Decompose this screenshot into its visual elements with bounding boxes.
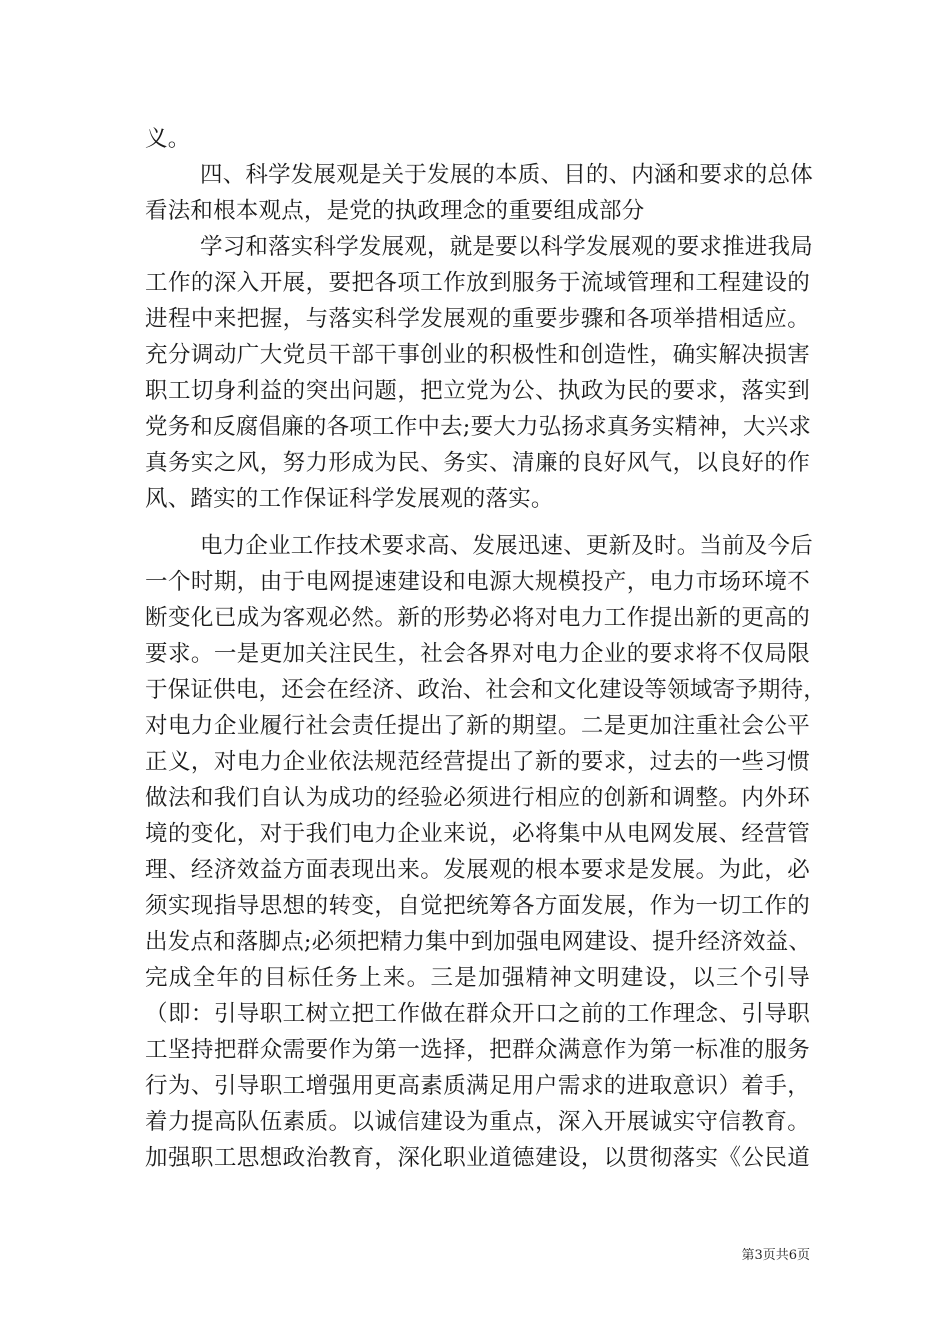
text-line: 进程中来把握，与落实科学发展观的重要步骤和各项举措相适应。 [145, 306, 810, 332]
text-line: 工作的深入开展，要把各项工作放到服务于流域管理和工程建设的 [145, 270, 810, 296]
text-line: 风、踏实的工作保证科学发展观的落实。 [145, 486, 554, 512]
text-line: 境的变化，对于我们电力企业来说，必将集中从电网发展、经营管 [145, 821, 810, 847]
section-heading-line: 四、科学发展观是关于发展的本质、目的、内涵和要求的总体 [200, 162, 813, 188]
text-line: 党务和反腐倡廉的各项工作中去;要大力弘扬求真务实精神，大兴求 [145, 414, 812, 440]
text-line: 一个时期，由于电网提速建设和电源大规模投产，电力市场环境不 [145, 569, 810, 595]
text-line: 做法和我们自认为成功的经验必须进行相应的创新和调整。内外环 [145, 785, 810, 811]
text-line: 电力企业工作技术要求高、发展迅速、更新及时。当前及今后 [200, 533, 813, 559]
text-line: 正义，对电力企业依法规范经营提出了新的要求，过去的一些习惯 [145, 749, 810, 775]
text-line: 须实现指导思想的转变，自觉把统筹各方面发展，作为一切工作的 [145, 893, 810, 919]
text-line: 出发点和落脚点;必须把精力集中到加强电网建设、提升经济效益、 [145, 929, 812, 955]
text-line: 加强职工思想政治教育，深化职业道德建设，以贯彻落实《公民道 [145, 1145, 810, 1171]
text-line: 着力提高队伍素质。以诚信建设为重点，深入开展诚实守信教育。 [145, 1109, 810, 1135]
text-line: 断变化已成为客观必然。新的形势必将对电力工作提出新的更高的 [145, 605, 810, 631]
text-line: 理、经济效益方面表现出来。发展观的根本要求是发展。为此，必 [145, 857, 810, 883]
text-line: 职工切身利益的突出问题，把立党为公、执政为民的要求，落实到 [145, 378, 810, 404]
page-number: 第3页共6页 [741, 1248, 810, 1263]
text-line: 充分调动广大党员干部干事创业的积极性和创造性，确实解决损害 [145, 342, 810, 368]
text-line: 义。 [145, 126, 191, 152]
section-heading-line: 看法和根本观点，是党的执政理念的重要组成部分 [145, 198, 645, 224]
text-line: 行为、引导职工增强用更高素质满足用户需求的进取意识）着手， [145, 1073, 810, 1099]
text-line: 真务实之风，努力形成为民、务实、清廉的良好风气，以良好的作 [145, 450, 810, 476]
text-line: 于保证供电，还会在经济、政治、社会和文化建设等领域寄予期待， [145, 677, 827, 703]
text-line: 要求。一是更加关注民生，社会各界对电力企业的要求将不仅局限 [145, 641, 810, 667]
text-line: 完成全年的目标任务上来。三是加强精神文明建设，以三个引导 [145, 965, 810, 991]
text-line: （即：引导职工树立把工作做在群众开口之前的工作理念、引导职 [145, 1001, 810, 1027]
text-line: 对电力企业履行社会责任提出了新的期望。二是更加注重社会公平 [145, 713, 810, 739]
text-line: 工坚持把群众需要作为第一选择，把群众满意作为第一标准的服务 [145, 1037, 810, 1063]
text-line: 学习和落实科学发展观，就是要以科学发展观的要求推进我局 [200, 234, 813, 260]
